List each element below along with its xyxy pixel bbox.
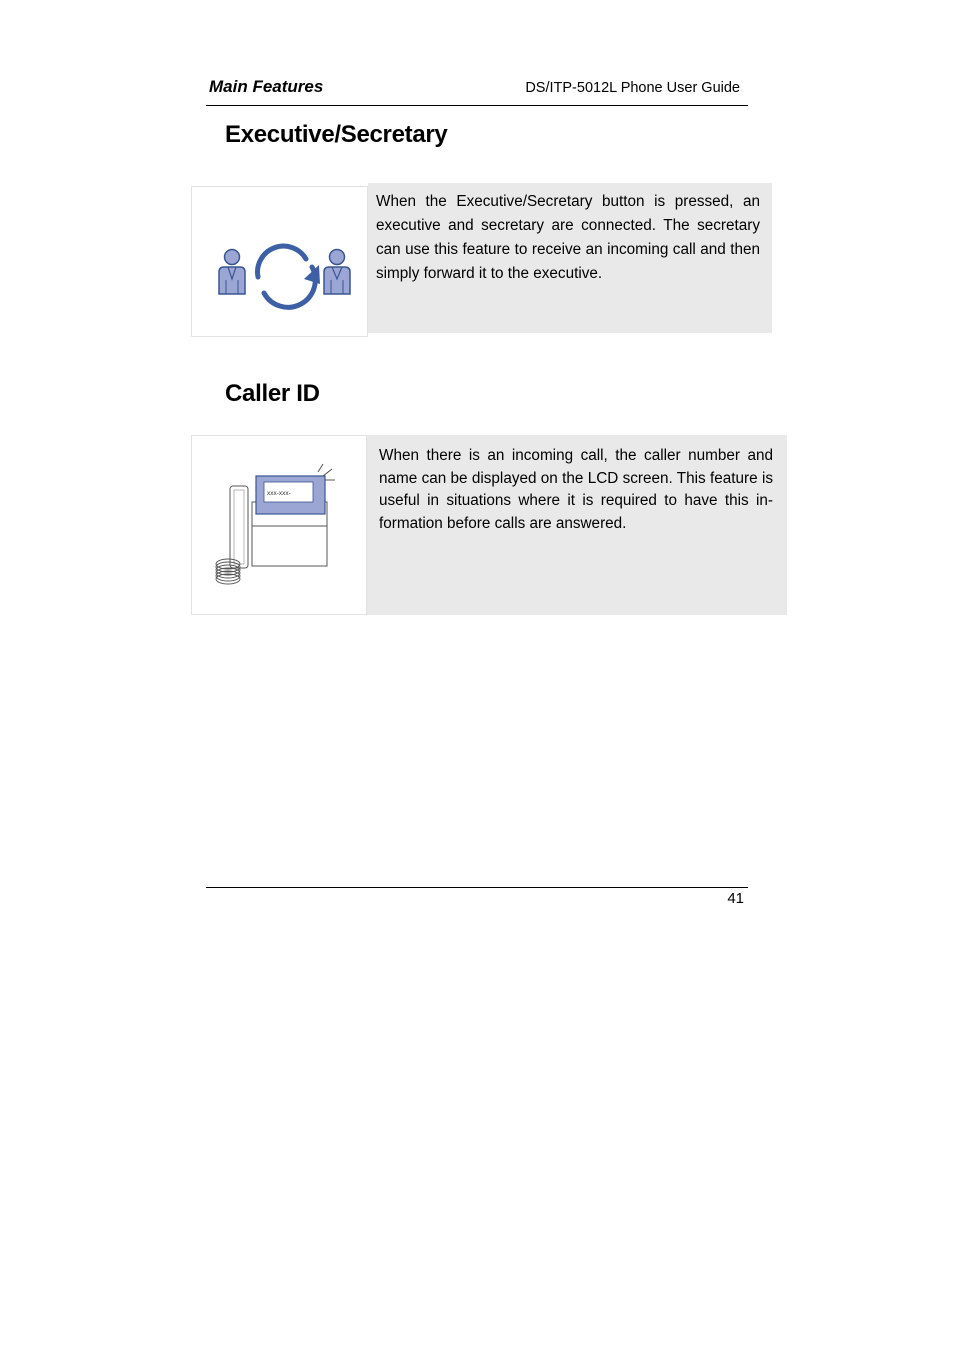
desk-phone-icon [192,436,365,613]
executive-person-icon [219,250,245,295]
executive-secretary-heading: Executive/Secretary [225,121,448,148]
exchange-arrows-icon [258,246,320,307]
secretary-person-icon [324,250,350,295]
lcd-number: xxx-xxx- [267,490,291,497]
executive-secretary-image [191,186,368,337]
handset [230,486,248,568]
caller-id-heading: Caller ID [225,380,320,407]
executive-secretary-description-panel [368,183,772,333]
header-section-title: Main Features [209,77,324,96]
executive-secretary-description: When the Executive/Secretary button is pressed, an executive and secretary are connected. The secretary can use this feature to receive an incoming call and then simply forward it to the executive. [376,193,760,282]
caller-id-description-panel [367,435,787,615]
caller-id-image [191,435,367,615]
executive-secretary-icon [192,187,366,335]
header-guide-title: DS/ITP-5012L Phone User Guide [525,80,740,96]
footer-divider [206,887,748,888]
header-divider [206,105,748,106]
page-number: 41 [727,890,744,907]
lcd-screen [256,476,325,514]
caller-id-description: When there is an incoming call, the caller number and name can be displayed on the LCD screen. This feature is useful in situations where it is required to have this in-formation before calls are answered. [379,447,773,532]
